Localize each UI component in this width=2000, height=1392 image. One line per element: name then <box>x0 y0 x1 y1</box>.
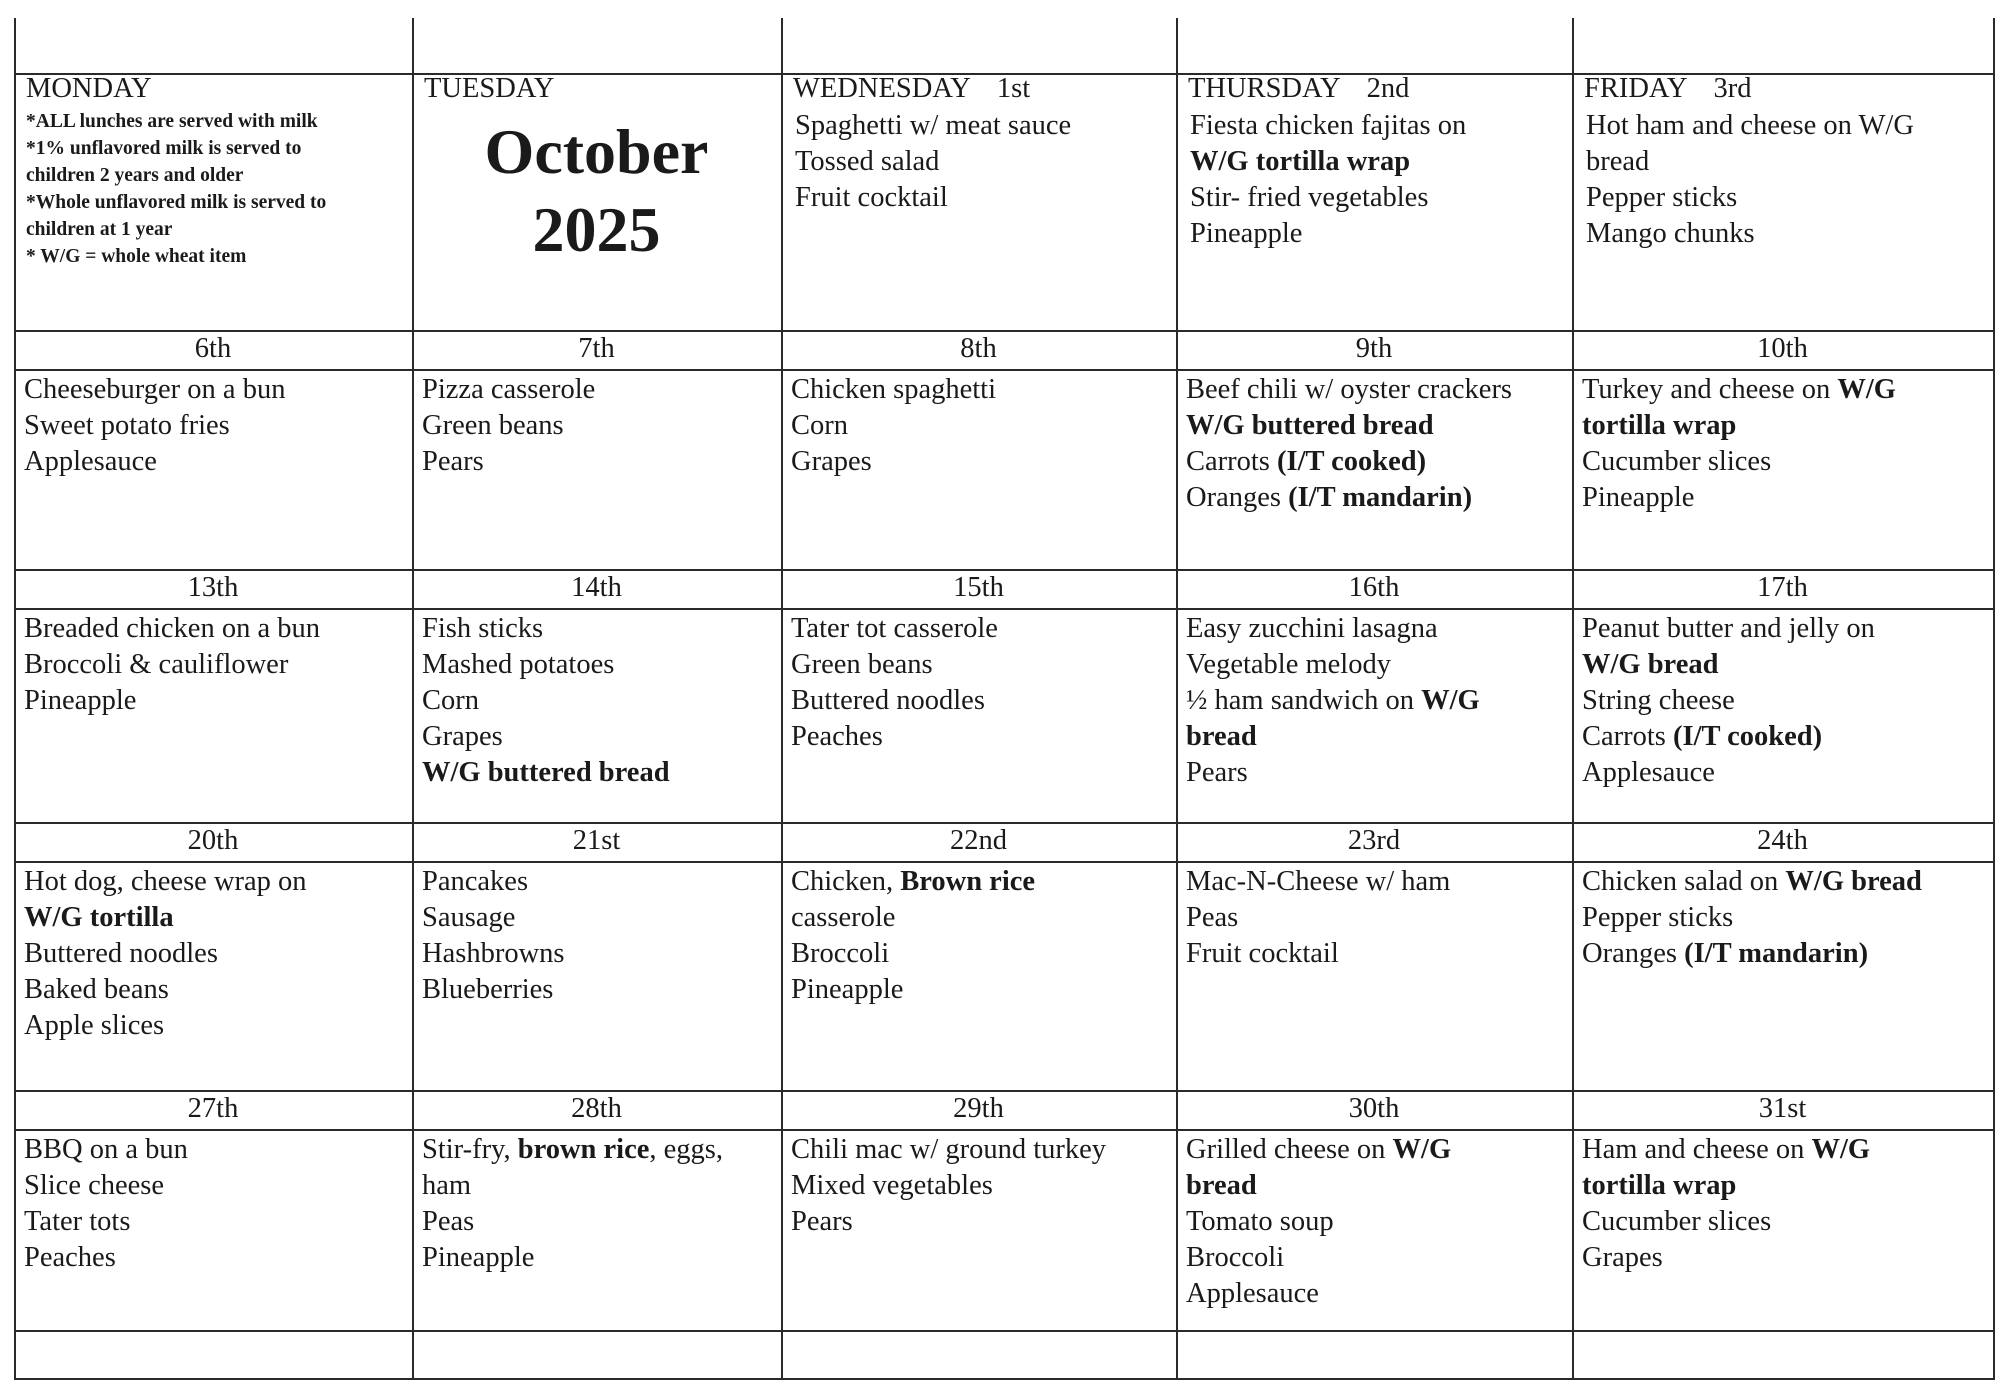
menu-item-bold: tortilla wrap <box>1582 1170 1737 1201</box>
menu-item-bold: tortilla wrap <box>1582 410 1737 441</box>
menu-item-bold: W/G bread <box>1785 866 1922 897</box>
day-date: 21st <box>572 825 621 856</box>
menu-item-text: Breaded chicken on a bun <box>24 613 320 644</box>
menu-item-text: Pepper sticks <box>1586 182 1738 213</box>
menu-item <box>1190 216 1466 252</box>
day-menu <box>1190 108 1466 252</box>
menu-item <box>24 900 307 936</box>
menu-item-bold: brown rice <box>517 1134 650 1165</box>
menu-item <box>1582 719 1875 755</box>
menu-item-text: ham <box>422 1170 472 1201</box>
day-menu <box>1582 1132 1870 1276</box>
menu-item-text: Blueberries <box>422 974 554 1005</box>
menu-item-text: Pizza casserole <box>422 374 596 405</box>
menu-item-text: Tater tot casserole <box>791 613 998 644</box>
menu-item <box>791 864 1035 900</box>
menu-item-text: Fruit cocktail <box>795 182 948 213</box>
grid-line-horizontal <box>14 369 1994 371</box>
menu-item <box>1190 108 1466 144</box>
menu-item <box>791 647 998 683</box>
day-menu <box>1186 864 1450 972</box>
menu-item <box>24 1168 188 1204</box>
day-date: 14th <box>571 572 622 603</box>
menu-item <box>1186 1240 1451 1276</box>
menu-item <box>422 719 670 755</box>
menu-item <box>422 864 565 900</box>
menu-item-text: Broccoli <box>1186 1242 1285 1273</box>
menu-item-text: Mango chunks <box>1586 218 1755 249</box>
menu-item-text: Grapes <box>1582 1242 1663 1273</box>
menu-item <box>791 444 996 480</box>
menu-item-text: Applesauce <box>1582 757 1715 788</box>
menu-item <box>422 936 565 972</box>
menu-item-text: Oranges <box>1582 938 1685 969</box>
menu-item <box>1186 864 1450 900</box>
menu-item <box>791 972 1035 1008</box>
grid-line-vertical <box>14 18 16 1380</box>
menu-item <box>1186 936 1450 972</box>
menu-item-text: Slice cheese <box>24 1170 165 1201</box>
day-menu <box>24 372 285 480</box>
grid-line-vertical <box>1572 18 1574 1380</box>
day-date: 30th <box>1348 1093 1400 1124</box>
note-line: *ALL lunches are served with milk <box>26 111 318 132</box>
grid-line-vertical <box>781 18 783 1380</box>
weekday-name: TUESDAY <box>424 73 555 104</box>
menu-item-text: Ham and cheese on <box>1582 1134 1812 1165</box>
day-date: 31st <box>1758 1093 1807 1124</box>
weekday-header-thursday <box>1188 72 1409 106</box>
day-date: 8th <box>960 333 997 364</box>
menu-item-bold: W/G tortilla <box>24 902 174 933</box>
menu-item-text: Pineapple <box>791 974 904 1005</box>
menu-item-text: Fish sticks <box>422 613 544 644</box>
day-menu <box>791 372 996 480</box>
menu-item-text: Pineapple <box>1190 218 1303 249</box>
day-date: 13th <box>187 572 239 603</box>
menu-item <box>795 108 1071 144</box>
menu-item <box>1582 1132 1870 1168</box>
menu-item-text: ½ ham sandwich on <box>1186 685 1422 716</box>
menu-item-text: String cheese <box>1582 685 1735 716</box>
menu-item <box>791 900 1035 936</box>
grid-line-vertical <box>1176 18 1178 1380</box>
day-menu <box>791 611 998 755</box>
menu-item-text: Peanut butter and jelly on <box>1582 613 1875 644</box>
menu-item-text: Broccoli & cauliflower <box>24 649 289 680</box>
menu-item-text: Tomato soup <box>1186 1206 1334 1237</box>
weekday-header-tuesday <box>424 72 554 106</box>
day-menu <box>1582 372 1896 516</box>
menu-item <box>422 444 595 480</box>
menu-item-text: Grapes <box>791 446 872 477</box>
grid-line-horizontal <box>14 1330 1994 1332</box>
menu-item <box>1186 1132 1451 1168</box>
menu-item-text: Applesauce <box>1186 1278 1319 1309</box>
menu-item-bold: (I/T cooked) <box>1277 446 1427 477</box>
menu-item <box>1190 144 1466 180</box>
calendar-title <box>412 113 781 269</box>
menu-item <box>24 1132 188 1168</box>
menu-item-text: Peas <box>1186 902 1239 933</box>
menu-item-bold: bread <box>1186 721 1257 752</box>
menu-item-text: , eggs, <box>649 1134 724 1165</box>
day-menu <box>422 372 595 480</box>
day-date: 9th <box>1355 333 1393 364</box>
menu-item <box>1586 216 1914 252</box>
menu-item <box>422 972 565 1008</box>
title-year: 2025 <box>532 194 661 265</box>
note-line: *Whole unflavored milk is served to <box>26 192 327 213</box>
menu-item-text: Turkey and cheese on <box>1582 374 1838 405</box>
day-menu <box>24 611 320 719</box>
menu-item-text: Spaghetti w/ meat sauce <box>795 110 1072 141</box>
menu-item <box>24 1204 188 1240</box>
menu-item <box>1582 900 1922 936</box>
day-menu <box>1186 372 1512 516</box>
menu-item-text: Fruit cocktail <box>1186 938 1339 969</box>
menu-item-text: Chili mac w/ ground turkey <box>791 1134 1107 1165</box>
menu-item-text: Buttered noodles <box>24 938 218 969</box>
menu-item-text: Mashed potatoes <box>422 649 615 680</box>
menu-item-text: bread <box>1586 146 1650 177</box>
menu-item-text: Chicken spaghetti <box>791 374 996 405</box>
milk-notes <box>26 108 326 270</box>
menu-item <box>795 180 1071 216</box>
day-date: 7th <box>578 333 615 364</box>
menu-item <box>1186 444 1512 480</box>
menu-item <box>795 144 1071 180</box>
menu-item-text: Green beans <box>422 410 564 441</box>
day-date: 6th <box>194 333 232 364</box>
day-menu <box>791 1132 1106 1240</box>
menu-item <box>422 1204 723 1240</box>
day-menu <box>24 864 307 1044</box>
menu-item <box>791 611 998 647</box>
menu-item-text: Applesauce <box>24 446 157 477</box>
menu-item-bold: W/G <box>1837 374 1896 405</box>
menu-item <box>1582 408 1896 444</box>
menu-item-text: Apple slices <box>24 1010 165 1041</box>
menu-item <box>1582 372 1896 408</box>
weekday-header-monday <box>26 72 152 106</box>
menu-item <box>1186 755 1480 791</box>
menu-item <box>1186 372 1512 408</box>
menu-item <box>24 1008 307 1044</box>
day-date: 29th <box>953 1093 1004 1124</box>
menu-item <box>422 372 595 408</box>
menu-item-text: Grapes <box>422 721 503 752</box>
day-menu <box>795 108 1071 216</box>
weekday-header-friday <box>1584 72 1751 106</box>
menu-item-text: Corn <box>791 410 848 441</box>
grid-line-vertical <box>1993 18 1995 1380</box>
menu-item <box>24 936 307 972</box>
day-menu <box>1586 108 1914 252</box>
menu-item-text: BBQ on a bun <box>24 1134 188 1165</box>
header-date: 2nd <box>1366 73 1410 104</box>
menu-item-text: Oranges <box>1186 482 1289 513</box>
menu-item <box>791 1204 1106 1240</box>
menu-item <box>1582 647 1875 683</box>
menu-item <box>422 647 670 683</box>
grid-line-horizontal <box>14 861 1994 863</box>
menu-item-text: Pears <box>422 446 484 477</box>
menu-item-text: Tossed salad <box>795 146 940 177</box>
menu-item-text: Pancakes <box>422 866 529 897</box>
menu-item-bold: W/G buttered bread <box>422 757 670 788</box>
menu-item <box>1586 108 1914 144</box>
menu-item <box>422 683 670 719</box>
menu-item <box>422 611 670 647</box>
menu-item <box>24 647 320 683</box>
menu-item-bold: Brown rice <box>900 866 1036 897</box>
menu-item <box>1586 180 1914 216</box>
menu-item-text: Hashbrowns <box>422 938 565 969</box>
day-date: 15th <box>953 572 1004 603</box>
menu-item <box>1186 611 1480 647</box>
weekday-name: WEDNESDAY <box>793 73 971 104</box>
menu-item <box>422 1240 723 1276</box>
header-date: 1st <box>996 73 1031 104</box>
menu-item-text: Pears <box>1186 757 1248 788</box>
menu-item-text: Easy zucchini lasagna <box>1186 613 1438 644</box>
menu-item <box>1186 719 1480 755</box>
menu-item <box>1186 1168 1451 1204</box>
menu-item-bold: W/G buttered bread <box>1186 410 1434 441</box>
menu-item-text: Cheeseburger on a bun <box>24 374 286 405</box>
menu-item-bold: W/G <box>1421 685 1480 716</box>
weekday-name: FRIDAY <box>1584 73 1688 104</box>
menu-item <box>1582 444 1896 480</box>
day-date: 10th <box>1757 333 1808 364</box>
menu-item <box>1186 683 1480 719</box>
menu-item-text: Vegetable melody <box>1186 649 1391 680</box>
day-date: 24th <box>1757 825 1808 856</box>
menu-item <box>24 372 285 408</box>
menu-item <box>1190 180 1466 216</box>
menu-item-text: Mac-N-Cheese w/ ham <box>1186 866 1451 897</box>
note-line: *1% unflavored milk is served to <box>26 138 302 159</box>
menu-item <box>1186 647 1480 683</box>
menu-item-text: Chicken, <box>791 866 901 897</box>
menu-item <box>791 1132 1106 1168</box>
day-date: 28th <box>571 1093 622 1124</box>
menu-item-text: Cucumber slices <box>1582 446 1772 477</box>
menu-item <box>1582 1168 1870 1204</box>
menu-item-text: Buttered noodles <box>791 685 985 716</box>
menu-item-text: Carrots <box>1186 446 1278 477</box>
menu-item <box>791 1168 1106 1204</box>
menu-item <box>24 444 285 480</box>
menu-item <box>1582 1240 1870 1276</box>
menu-item <box>24 1240 188 1276</box>
day-menu <box>1582 864 1922 972</box>
menu-item <box>24 408 285 444</box>
menu-item-text: Hot ham and cheese on W/G <box>1586 110 1914 141</box>
menu-item-text: casserole <box>791 902 896 933</box>
day-date: 16th <box>1348 572 1400 603</box>
menu-item-text: Pepper sticks <box>1582 902 1734 933</box>
weekday-name: THURSDAY <box>1188 73 1341 104</box>
day-date: 20th <box>187 825 239 856</box>
menu-item-bold: W/G <box>1811 1134 1871 1165</box>
menu-item-text: Pineapple <box>422 1242 535 1273</box>
day-date: 17th <box>1757 572 1808 603</box>
menu-item-bold: bread <box>1186 1170 1257 1201</box>
menu-item <box>1186 408 1512 444</box>
menu-item <box>1582 611 1875 647</box>
day-menu <box>1186 1132 1451 1312</box>
menu-item-text: Corn <box>422 685 479 716</box>
day-menu <box>422 611 670 791</box>
menu-item <box>24 683 320 719</box>
menu-item-text: Pineapple <box>1582 482 1695 513</box>
header-date: 3rd <box>1713 73 1752 104</box>
menu-item <box>1582 755 1875 791</box>
menu-item <box>1186 480 1512 516</box>
menu-item <box>1582 1204 1870 1240</box>
menu-item <box>24 972 307 1008</box>
day-date: 22nd <box>950 825 1007 856</box>
menu-item <box>422 1168 723 1204</box>
note-line: children at 1 year <box>26 219 173 240</box>
menu-item <box>791 936 1035 972</box>
menu-item-text: Broccoli <box>791 938 890 969</box>
menu-item-bold: (I/T cooked) <box>1673 721 1823 752</box>
menu-item-bold: W/G bread <box>1582 649 1719 680</box>
menu-item <box>422 900 565 936</box>
menu-item-text: Peaches <box>24 1242 116 1273</box>
menu-item <box>1582 480 1896 516</box>
menu-item-text: Chicken salad on <box>1582 866 1786 897</box>
menu-item-text: Stir- fried vegetables <box>1190 182 1429 213</box>
menu-item-text: Pineapple <box>24 685 137 716</box>
menu-item <box>1186 1276 1451 1312</box>
grid-line-horizontal <box>14 608 1994 610</box>
title-month: October <box>484 116 709 187</box>
menu-item <box>1582 864 1922 900</box>
day-menu <box>791 864 1035 1008</box>
day-menu <box>1582 611 1875 791</box>
menu-item <box>24 864 307 900</box>
menu-item-text: Pears <box>791 1206 853 1237</box>
menu-item-bold: W/G tortilla wrap <box>1190 146 1411 177</box>
menu-item <box>791 372 996 408</box>
weekday-name: MONDAY <box>26 73 152 104</box>
menu-item <box>422 1132 723 1168</box>
menu-item-text: Carrots <box>1582 721 1674 752</box>
menu-item-text: Peaches <box>791 721 883 752</box>
menu-item-text: Grilled cheese on <box>1186 1134 1393 1165</box>
menu-item <box>422 408 595 444</box>
day-menu <box>24 1132 188 1276</box>
grid-line-horizontal <box>14 1129 1994 1131</box>
note-line: children 2 years and older <box>26 165 244 186</box>
day-menu <box>422 1132 723 1276</box>
note-line: * W/G = whole wheat item <box>26 246 247 267</box>
day-menu <box>1186 611 1480 791</box>
menu-item-text: Mixed vegetables <box>791 1170 993 1201</box>
menu-item <box>422 755 670 791</box>
menu-item-text: Fiesta chicken fajitas on <box>1190 110 1467 141</box>
menu-item <box>1186 900 1450 936</box>
menu-item <box>791 683 998 719</box>
menu-item-text: Sausage <box>422 902 516 933</box>
menu-item-bold: W/G <box>1392 1134 1452 1165</box>
menu-item-bold: (I/T mandarin) <box>1288 482 1473 513</box>
menu-item-text: Peas <box>422 1206 475 1237</box>
menu-item-text: Stir-fry, <box>422 1134 518 1165</box>
menu-item-text: Cucumber slices <box>1582 1206 1772 1237</box>
menu-item <box>24 611 320 647</box>
menu-item-bold: (I/T mandarin) <box>1684 938 1869 969</box>
menu-item-text: Hot dog, cheese wrap on <box>24 866 307 897</box>
menu-item <box>791 408 996 444</box>
menu-item <box>1582 936 1922 972</box>
menu-item <box>1586 144 1914 180</box>
day-menu <box>422 864 565 1008</box>
day-date: 23rd <box>1347 825 1401 856</box>
menu-item-text: Baked beans <box>24 974 169 1005</box>
menu-item <box>791 719 998 755</box>
menu-item-text: Green beans <box>791 649 933 680</box>
menu-item-text: Sweet potato fries <box>24 410 230 441</box>
grid-line-horizontal <box>14 1378 1994 1380</box>
menu-item-text: Beef chili w/ oyster crackers <box>1186 374 1513 405</box>
weekday-header-wednesday <box>793 72 1030 106</box>
menu-item <box>1582 683 1875 719</box>
menu-item <box>1186 1204 1451 1240</box>
menu-item-text: Tater tots <box>24 1206 131 1237</box>
day-date: 27th <box>187 1093 239 1124</box>
